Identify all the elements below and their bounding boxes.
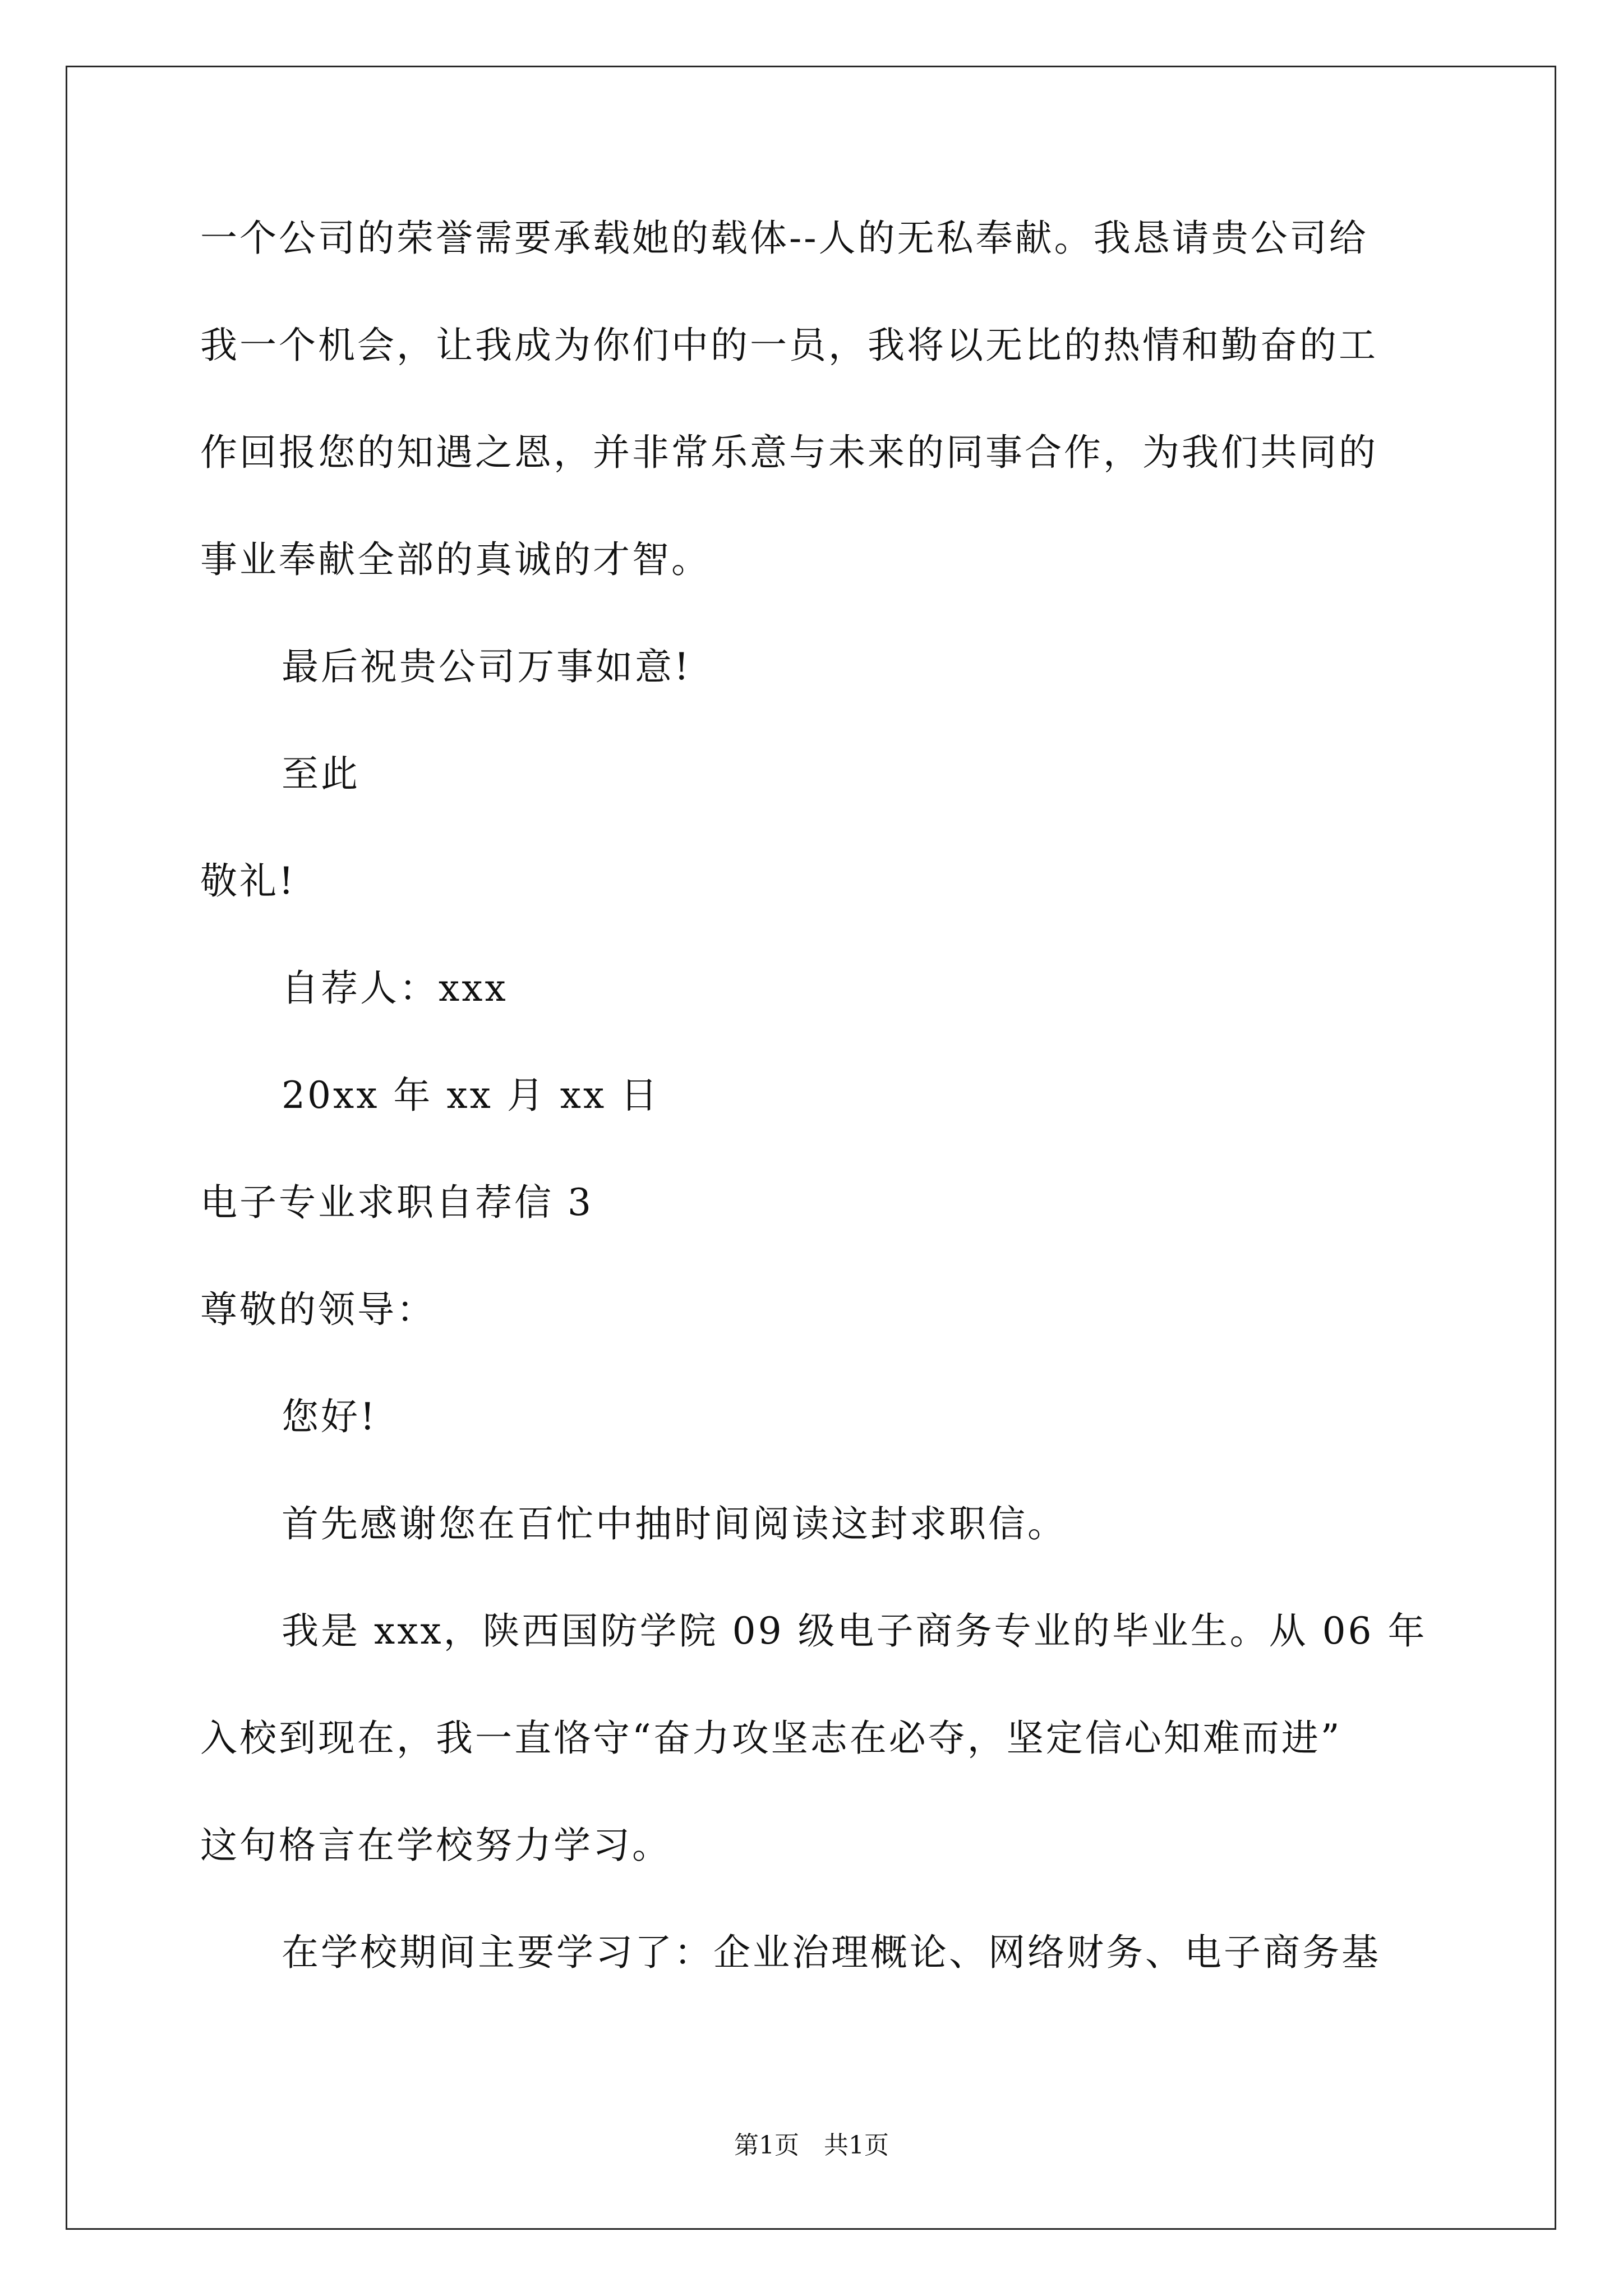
signature-date: 20xx 年 xx 月 xx 日	[282, 1074, 660, 1117]
paragraph-line: 入校到现在，我一直恪守“奋力攻坚志在必夺，坚定信心知难而进”	[200, 1717, 1342, 1760]
greeting: 您好!	[282, 1395, 377, 1438]
salutation-closing: 敬礼!	[200, 859, 296, 903]
page-border	[66, 66, 1556, 2230]
paragraph-line: 我一个机会，让我成为你们中的一员，我将以无比的热情和勤奋的工	[200, 324, 1378, 367]
closing-phrase: 至此	[282, 752, 360, 795]
greeting-recipient: 尊敬的领导：	[200, 1288, 436, 1331]
section-heading: 电子专业求职自荐信 3	[200, 1181, 593, 1224]
paragraph-line: 作回报您的知遇之恩，并非常乐意与未来的同事合作，为我们共同的	[200, 431, 1378, 474]
paragraph-line: 首先感谢您在百忙中抽时间阅读这封求职信。	[282, 1502, 1067, 1545]
paragraph-line: 这句格言在学校努力学习。	[200, 1824, 671, 1867]
paragraph-line: 事业奉献全部的真诚的才智。	[200, 538, 711, 581]
paragraph-line: 一个公司的荣誉需要承载她的载体--人的无私奉献。我恳请贵公司给	[200, 217, 1368, 260]
signature-name: 自荐人：xxx	[282, 967, 508, 1010]
page-number-footer: 第1页 共1页	[734, 2131, 889, 2160]
paragraph-line: 我是 xxx，陕西国防学院 09 级电子商务专业的毕业生。从 06 年	[282, 1609, 1427, 1653]
closing-wish: 最后祝贵公司万事如意!	[282, 645, 691, 688]
paragraph-line: 在学校期间主要学习了：企业治理概论、网络财务、电子商务基	[282, 1931, 1381, 1974]
